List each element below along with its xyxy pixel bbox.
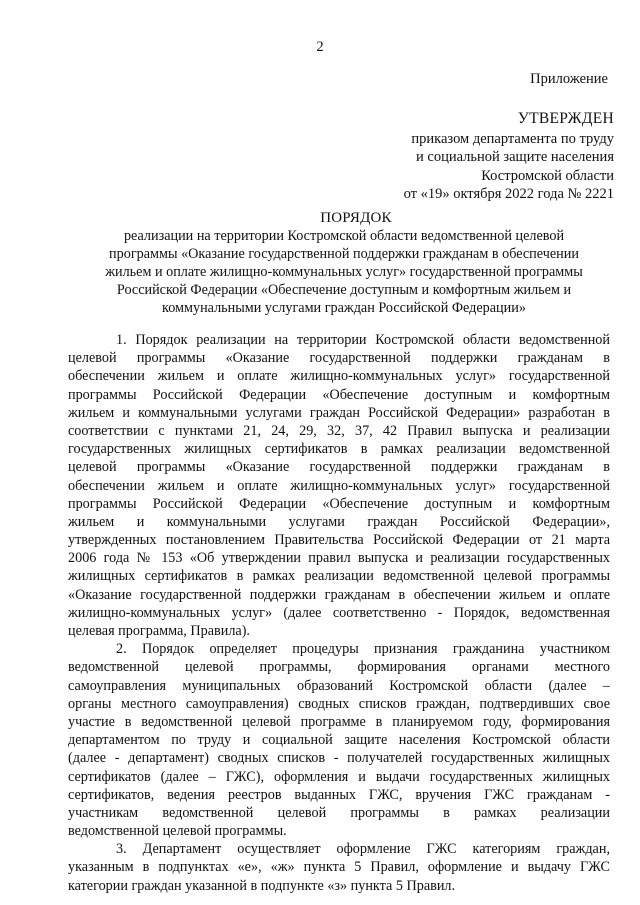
subtitle-line: Российской Федерации «Обеспечение доступным и комфортным жильем и xyxy=(116,282,572,298)
paragraph-1-line: 1. Порядок реализации на территории Костромской области ведомственной xyxy=(116,332,610,348)
approval-date-line: от «19» октября 2022 года № 2221 xyxy=(403,185,614,202)
paragraph-2-line: органы местного самоуправления) сводных списков граждан, подтвердивших свое xyxy=(68,695,610,712)
page-number: 2 xyxy=(316,39,324,55)
paragraph-3-line: категории граждан указанной в подпункте «з» пункта 5 Правил. xyxy=(68,877,456,894)
paragraph-1-line: обеспечении жильем и оплате жилищно-коммунальных услуг» государственной xyxy=(68,477,610,494)
subtitle-line: коммунальными услугами граждан Российской Федерации» xyxy=(162,300,526,316)
paragraph-1-line: «Оказание государственной поддержки гражданам в обеспечении жильем и оплате xyxy=(68,586,610,603)
paragraph-1-line: соответствии с пунктами 21, 24, 29, 32, 37, 42 Правил выпуска и реализации xyxy=(68,422,610,439)
paragraph-1-line: государственных жилищных сертификатов в рамках реализации ведомственной xyxy=(68,441,610,458)
approval-line: приказом департамента по труду xyxy=(411,131,614,148)
paragraph-3-line: указанным в подпунктах «е», «ж» пункта 5 Правил, оформление и выдачу ГЖС xyxy=(68,859,610,876)
paragraph-3-line: 3. Департамент осуществляет оформление ГЖС категориям граждан, xyxy=(116,841,610,858)
approval-line: и социальной защите населения xyxy=(416,149,614,166)
paragraph-2-line: сертификатов, ведения реестров выданных ГЖС, вручения ГЖС гражданам - xyxy=(68,786,610,803)
approval-block xyxy=(404,110,614,203)
approval-title: УТВЕРЖДЕН xyxy=(517,110,614,127)
subtitle-line: программы «Оказание государственной поддержки гражданам в обеспечении xyxy=(109,246,579,262)
paragraph-2-line: 2. Порядок определяет процедуры признания гражданина участником xyxy=(116,641,610,658)
paragraph-1-line: программы Российской Федерации «Обеспечение доступным и комфортным xyxy=(68,386,610,403)
paragraph-2-line: департаментом по труду и социальной защите населения Костромской области xyxy=(68,732,610,749)
paragraph-2-line: ведомственной целевой программы, формирования органами местного xyxy=(68,659,610,676)
paragraph-2-line: сертификатов (далее – ГЖС), оформления и выдачи государственных жилищных xyxy=(68,768,610,785)
subtitle-line: жильем и оплате жилищно-коммунальных услуг» государственной программы xyxy=(105,264,583,280)
document-body xyxy=(68,331,610,895)
paragraph-2-line: самоуправления муниципальных образований Костромской области (далее – xyxy=(68,677,610,694)
paragraph-1-line: жильем и коммунальными услугами граждан Российской Федерации», xyxy=(68,513,610,530)
subtitle-line: реализации на территории Костромской области ведомственной целевой xyxy=(123,228,565,244)
document-title: ПОРЯДОК xyxy=(320,210,392,226)
document-subtitle xyxy=(70,227,618,317)
paragraph-1-line: 2006 года № 153 «Об утверждении правил выпуска и реализации государственных xyxy=(68,550,610,567)
paragraph-1-line: целевой программы «Оказание государственной поддержки гражданам в xyxy=(68,459,610,476)
paragraph-1-line: целевая программа, Правила). xyxy=(68,623,250,639)
appendix-label: Приложение xyxy=(530,71,608,87)
paragraph-2-line: ведомственной целевой программы. xyxy=(68,823,287,840)
paragraph-1-line: жилищных сертификатов в рамках реализации ведомственной целевой программы xyxy=(68,568,610,585)
paragraph-1-line: целевой программы «Оказание государственной поддержки гражданам в xyxy=(68,350,610,367)
paragraph-1-line: программы Российской Федерации «Обеспечение доступным и комфортным xyxy=(68,495,610,512)
paragraph-1-line: утвержденных постановлением Правительства Российской Федерации от 21 марта xyxy=(68,532,610,549)
paragraph-2-line: (далее - департамент) сводных списков - получателей государственных жилищных xyxy=(68,750,610,767)
paragraph-1-line: жильем и коммунальными услугами граждан Российской Федерации» разработан в xyxy=(68,404,610,421)
paragraph-2-line: участие в ведомственной целевой программе в планируемом году, формирования xyxy=(68,713,610,730)
paragraph-1-line: обеспечении жильем и оплате жилищно-коммунальных услуг» государственной xyxy=(68,368,610,385)
approval-line: Костромской области xyxy=(481,167,614,184)
paragraph-2-line: участникам ведомственной целевой программы в рамках реализации xyxy=(68,804,610,821)
paragraph-1-line: жилищно-коммунальных услуг» (далее соответственно - Порядок, ведомственная xyxy=(68,604,610,621)
